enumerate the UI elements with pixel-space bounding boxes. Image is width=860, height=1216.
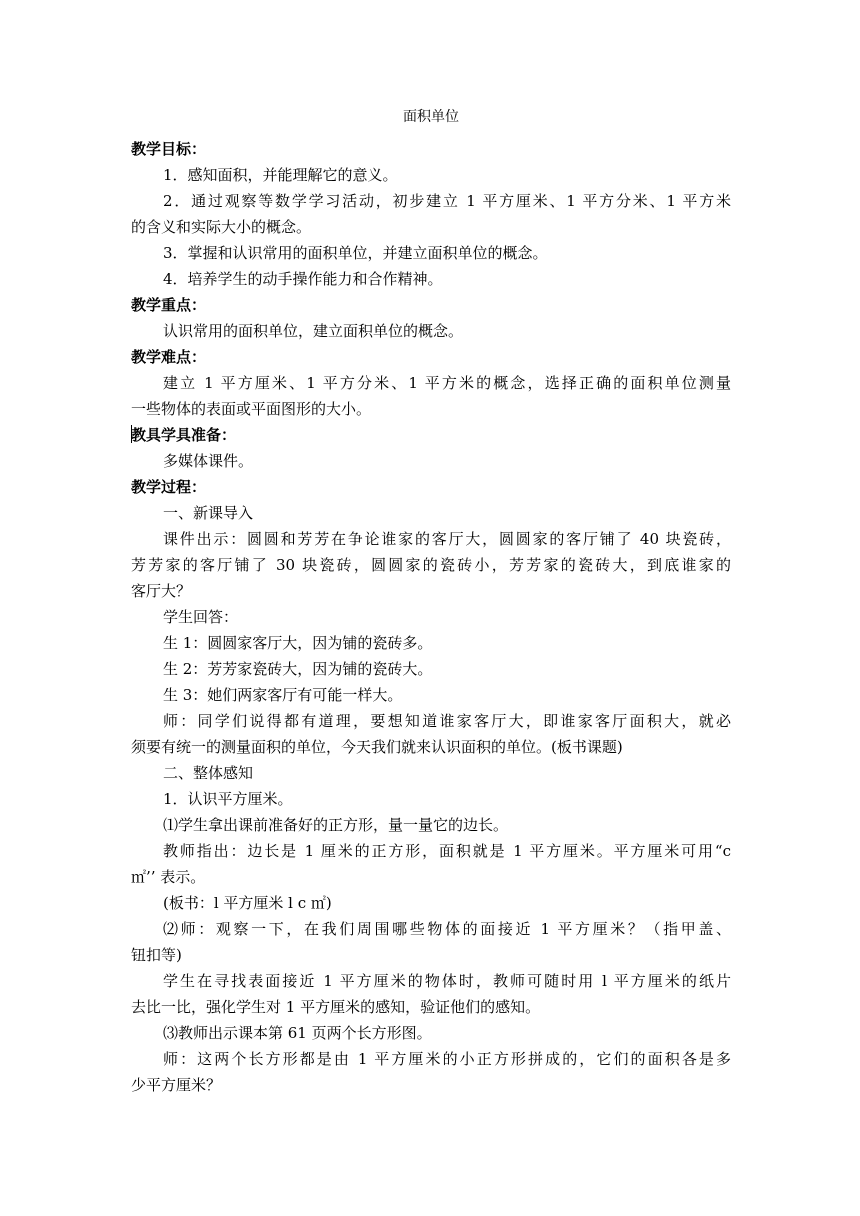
process-line: 学生在寻找表面接近 1 平方厘米的物体时，教师可随时用 l 平方厘米的纸片 [163, 972, 731, 990]
objective-4: 4．培养学生的动手操作能力和合作精神。 [163, 270, 443, 288]
process-line: 客厅大？ [131, 582, 192, 600]
process-line: 师：同学们说得都有道理，要想知道谁家客厅大，即谁家客厅面积大，就必 [163, 712, 731, 730]
process-line: 1．认识平方厘米。 [163, 790, 293, 808]
objectives-heading: 教学目标： [131, 140, 207, 158]
process-line: 生 2：芳芳家瓷砖大，因为铺的瓷砖大。 [163, 660, 433, 678]
process-line: 学生回答： [163, 608, 239, 626]
document-page [131, 106, 731, 1098]
materials-heading: 教具学具准备： [131, 426, 237, 444]
process-line: 生 3：她们两家客厅有可能一样大。 [163, 686, 403, 704]
process-line: 生 1：圆圆家客厅大，因为铺的瓷砖多。 [163, 634, 433, 652]
objective-2: 2．通过观察等数学学习活动，初步建立 1 平方厘米、1 平方分米、1 平方米 [163, 192, 731, 210]
process-line: ㎡’’ 表示。 [131, 868, 206, 886]
process-line: ⑶教师出示课本第 61 页两个长方形图。 [163, 1024, 432, 1042]
process-section-1: 一、新课导入 [163, 504, 254, 522]
process-line: ⑴学生拿出课前准备好的正方形，量一量它的边长。 [163, 816, 509, 834]
process-line: 课件出示：圆圆和芳芳在争论谁家的客厅大，圆圆家的客厅铺了 40 块瓷砖， [163, 530, 731, 548]
process-line: 去比一比，强化学生对 1 平方厘米的感知，验证他们的感知。 [131, 998, 541, 1016]
process-line: (板书：l 平方厘米 l c ㎡) [163, 894, 332, 912]
process-line: 师：这两个长方形都是由 1 平方厘米的小正方形拼成的，它们的面积各是多 [163, 1050, 731, 1068]
process-line: 少平方厘米？ [131, 1076, 222, 1094]
page-title: 面积单位 [403, 109, 459, 125]
difficulties-heading: 教学难点： [131, 348, 207, 366]
difficulties-text-1: 建立 1 平方厘米、1 平方分米、1 平方米的概念，选择正确的面积单位测量 [163, 374, 731, 392]
process-line: 钮扣等) [131, 946, 182, 964]
objective-3: 3．掌握和认识常用的面积单位，并建立面积单位的概念。 [163, 244, 548, 262]
process-heading: 教学过程： [131, 478, 207, 496]
process-line: 芳芳家的客厅铺了 30 块瓷砖，圆圆家的瓷砖小，芳芳家的瓷砖大，到底谁家的 [131, 556, 731, 574]
process-line: 教师指出：边长是 1 厘米的正方形，面积就是 1 平方厘米。平方厘米可用“c [163, 842, 731, 860]
materials-text: 多媒体课件。 [163, 452, 254, 470]
process-line: ⑵师：观察一下，在我们周围哪些物体的面接近 1 平方厘米？（指甲盖、 [163, 920, 731, 938]
objective-2-cont: 的含义和实际大小的概念。 [131, 218, 312, 236]
objective-1: 1．感知面积，并能理解它的意义。 [163, 166, 398, 184]
process-line: 须要有统一的测量面积的单位，今天我们就来认识面积的单位。(板书课题) [131, 738, 623, 756]
difficulties-text-2: 一些物体的表面或平面图形的大小。 [131, 400, 372, 418]
materials-heading-row[interactable] [131, 422, 731, 448]
key-points-text: 认识常用的面积单位，建立面积单位的概念。 [163, 322, 464, 340]
key-points-heading: 教学重点： [131, 296, 207, 314]
process-section-2: 二、整体感知 [163, 764, 254, 782]
